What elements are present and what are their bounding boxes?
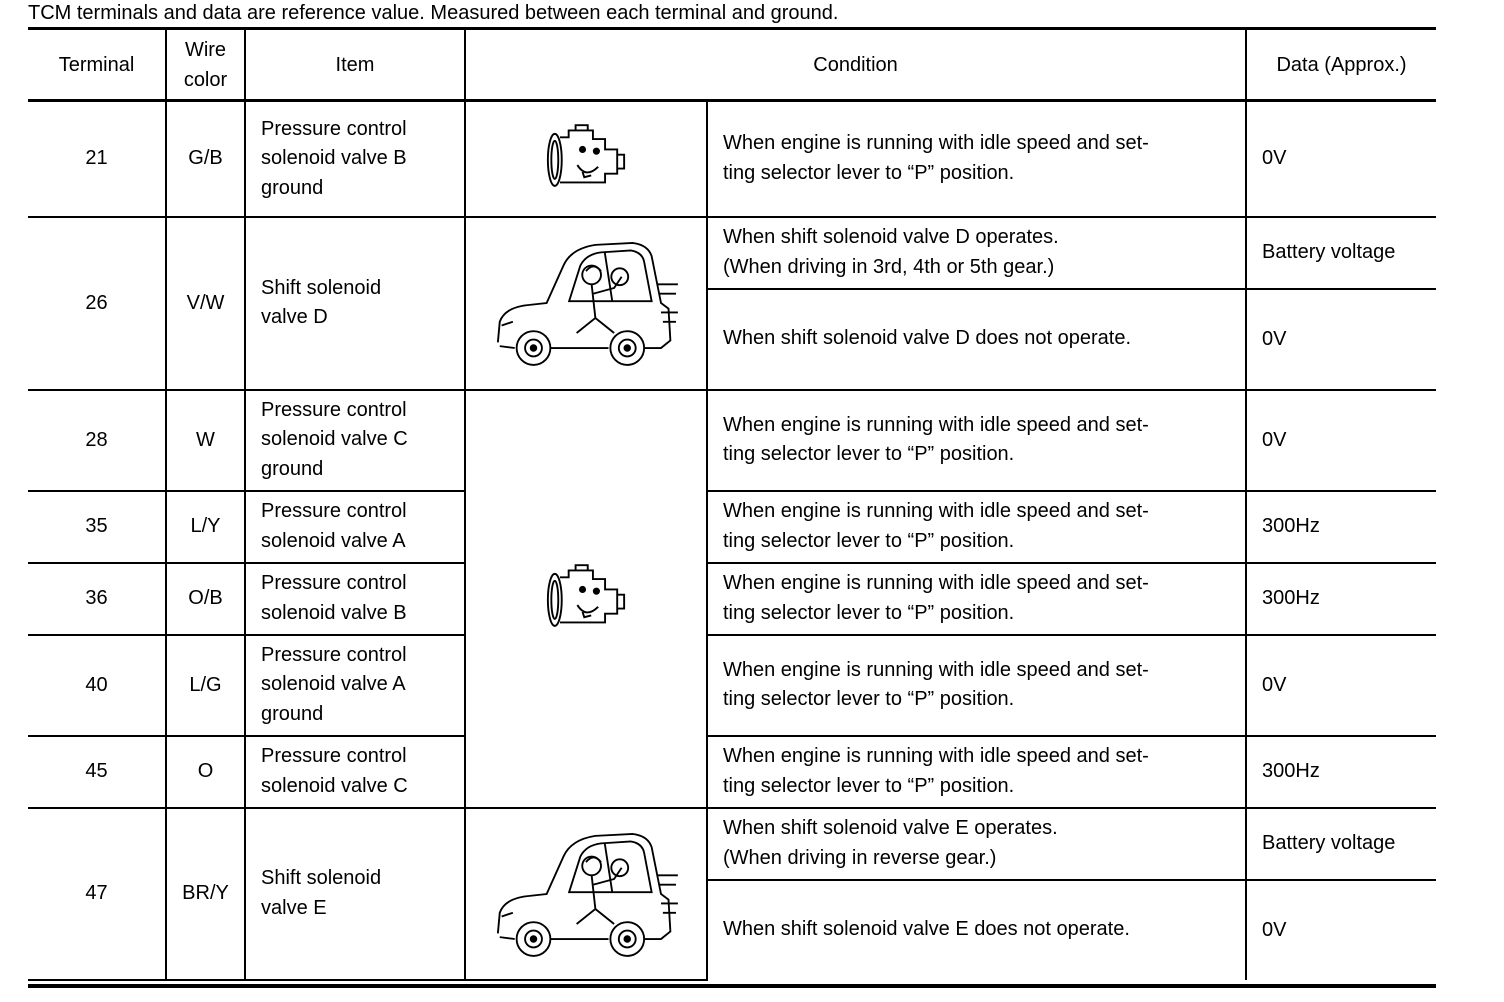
- engine-face-icon: [540, 120, 632, 198]
- table-row: [28, 808, 1436, 880]
- data-cell: Battery voltage: [1246, 217, 1436, 289]
- terminal-cell: 28: [28, 390, 166, 491]
- wire-color-cell: BR/Y: [166, 808, 245, 980]
- table-row: [28, 563, 1436, 635]
- condition-cell: When shift solenoid valve D operates. (When driving in 3rd, 4th or 5th gear.): [707, 217, 1246, 289]
- car-driver-icon: [487, 228, 685, 378]
- table-row: [28, 101, 1436, 217]
- data-cell: Battery voltage: [1246, 808, 1436, 880]
- header-item: Item: [245, 30, 465, 101]
- item-cell: Pressure control solenoid valve C ground: [245, 390, 465, 491]
- condition-cell: When shift solenoid valve E does not operate.: [707, 880, 1246, 980]
- table-row: [28, 217, 1436, 289]
- terminal-cell: 47: [28, 808, 166, 980]
- wire-color-cell: G/B: [166, 101, 245, 217]
- wire-color-cell: O/B: [166, 563, 245, 635]
- car-driver-icon: [487, 819, 685, 969]
- item-cell: Shift solenoid valve D: [245, 217, 465, 390]
- wire-color-cell: W: [166, 390, 245, 491]
- data-cell: 300Hz: [1246, 563, 1436, 635]
- wire-color-cell: O: [166, 736, 245, 808]
- item-cell: Pressure control solenoid valve B ground: [245, 101, 465, 217]
- condition-icon-cell: [465, 217, 707, 390]
- data-cell: 0V: [1246, 635, 1436, 736]
- wire-color-cell: L/Y: [166, 491, 245, 563]
- terminal-data-table: [28, 30, 1436, 981]
- table-caption: TCM terminals and data are reference value. Measured between each terminal and ground.: [28, 2, 839, 24]
- data-cell: 300Hz: [1246, 736, 1436, 808]
- item-cell: Pressure control solenoid valve A ground: [245, 635, 465, 736]
- terminal-cell: 21: [28, 101, 166, 217]
- data-cell: 300Hz: [1246, 491, 1436, 563]
- data-cell: 0V: [1246, 880, 1436, 980]
- condition-cell: When engine is running with idle speed and set- ting selector lever to “P” position.: [707, 101, 1246, 217]
- condition-cell: When engine is running with idle speed and set- ting selector lever to “P” position.: [707, 491, 1246, 563]
- header-wire-color: Wire color: [166, 30, 245, 101]
- table-row: [28, 736, 1436, 808]
- terminal-cell: 35: [28, 491, 166, 563]
- terminal-cell: 45: [28, 736, 166, 808]
- condition-cell: When engine is running with idle speed and set- ting selector lever to “P” position.: [707, 736, 1246, 808]
- data-cell: 0V: [1246, 101, 1436, 217]
- condition-icon-cell: [465, 808, 707, 980]
- header-condition: Condition: [465, 30, 1246, 101]
- terminal-cell: 40: [28, 635, 166, 736]
- condition-cell: When engine is running with idle speed and set- ting selector lever to “P” position.: [707, 563, 1246, 635]
- terminal-cell: 36: [28, 563, 166, 635]
- wire-color-cell: L/G: [166, 635, 245, 736]
- table-row: [28, 390, 1436, 491]
- item-cell: Pressure control solenoid valve C: [245, 736, 465, 808]
- bottom-rule: [28, 984, 1436, 988]
- condition-cell: When engine is running with idle speed and set- ting selector lever to “P” position.: [707, 390, 1246, 491]
- wire-color-cell: V/W: [166, 217, 245, 390]
- data-cell: 0V: [1246, 289, 1436, 390]
- terminal-cell: 26: [28, 217, 166, 390]
- table-row: [28, 635, 1436, 736]
- condition-icon-cell: [465, 101, 707, 217]
- header-terminal: Terminal: [28, 30, 166, 101]
- header-row: [28, 30, 1436, 101]
- header-data: Data (Approx.): [1246, 30, 1436, 101]
- condition-icon-cell: [465, 390, 707, 808]
- item-cell: Pressure control solenoid valve B: [245, 563, 465, 635]
- condition-cell: When shift solenoid valve E operates. (When driving in reverse gear.): [707, 808, 1246, 880]
- item-cell: Pressure control solenoid valve A: [245, 491, 465, 563]
- condition-cell: When shift solenoid valve D does not operate.: [707, 289, 1246, 390]
- data-cell: 0V: [1246, 390, 1436, 491]
- table-row: [28, 491, 1436, 563]
- condition-cell: When engine is running with idle speed and set- ting selector lever to “P” position.: [707, 635, 1246, 736]
- engine-face-icon: [540, 560, 632, 638]
- item-cell: Shift solenoid valve E: [245, 808, 465, 980]
